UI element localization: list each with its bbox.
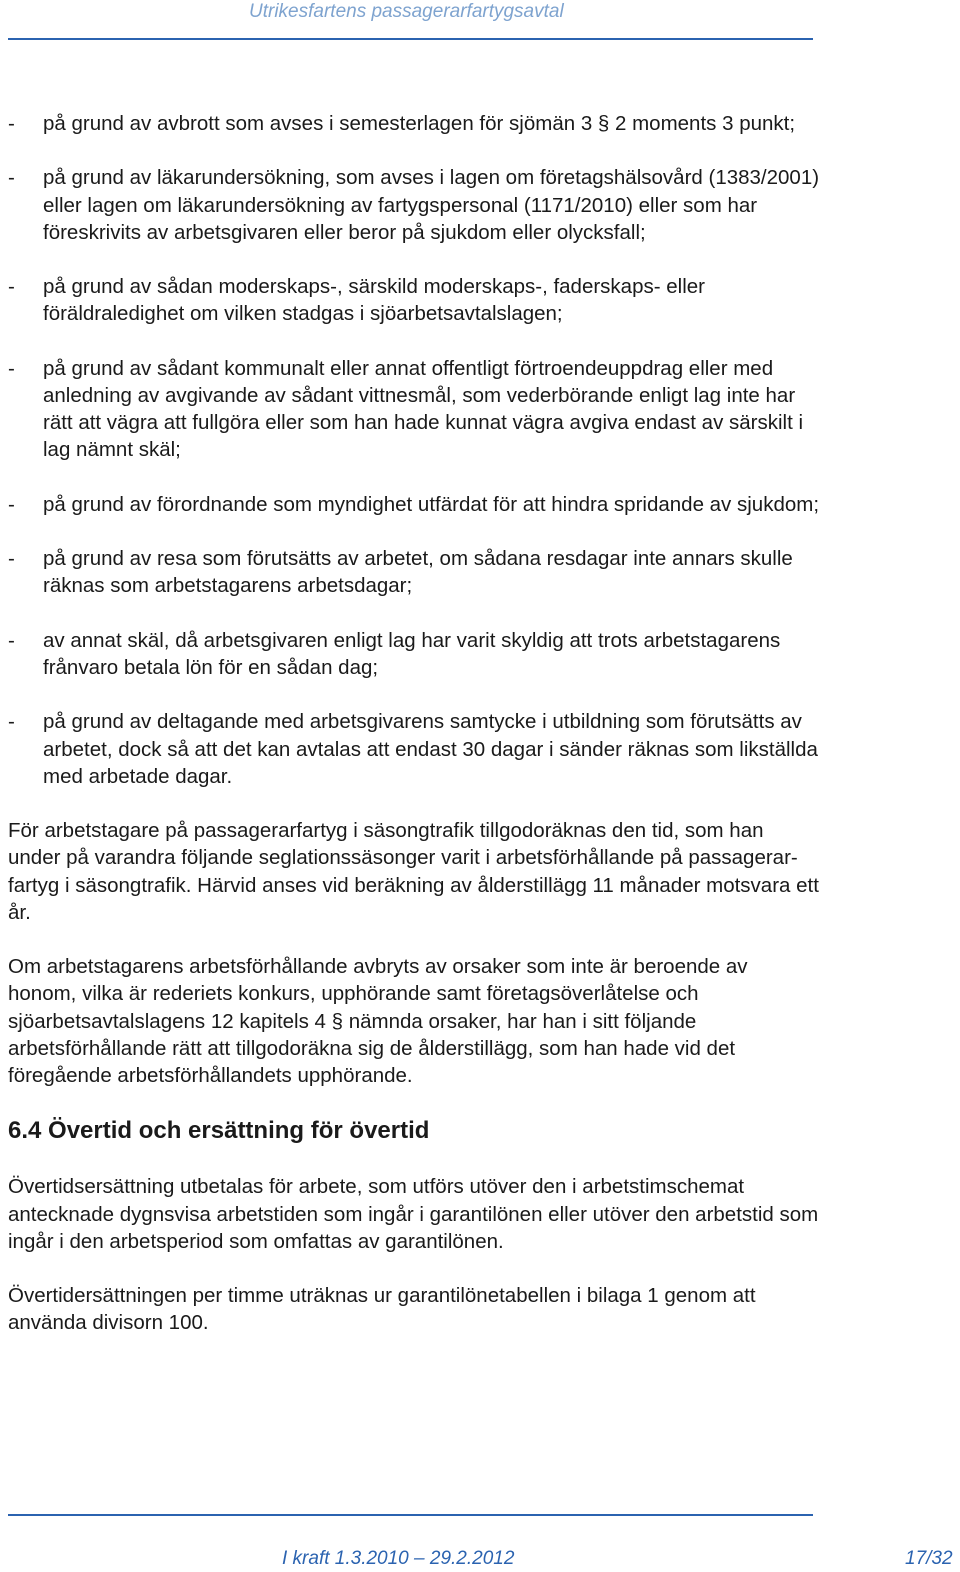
footer-rule xyxy=(8,1514,813,1516)
paragraph: Om arbetstagarens arbetsförhållande avbryts av orsaker som inte är beroende av honom, vilka är rederiets konkurs, upphörande samt företagsöverlåtelse och sjöarbetsavtalslagens 12 kapitels 4 § nämnda orsaker, har han i sitt följande arbetsförhållande rätt att tillgodoräkna sig de ålderstillägg, som han hade vid det föregående arbetsförhållandets upphörande. xyxy=(8,955,748,1087)
list-item: - på grund av läkarundersökning, som avses i lagen om företagshälsovård (1383/2001) eller lagen om läkarundersökning av fartygspersonal (1171/2010) eller som har föreskrivits av arbetsgivaren eller beror på sjukdom eller olycksfall; xyxy=(8,166,820,244)
footer-validity: I kraft 1.3.2010 – 29.2.2012 xyxy=(282,1548,515,1569)
list-item: - på grund av deltagande med arbetsgivarens samtycke i utbildning som förutsätts av arbetet, dock så att det kan avtalas att endast 30 dagar i sänder räknas som likställda med arbetade dagar. xyxy=(8,710,818,788)
list-item: - på grund av resa som förutsätts av arbetet, om sådana resdagar inte annars skulle räknas som arbetstagarens arbetsdagar; xyxy=(8,547,793,598)
list-item: - av annat skäl, då arbetsgivaren enligt lag har varit skyldig att trots arbetstagarens frånvaro betala lön för en sådan dag; xyxy=(8,628,781,679)
page-number: 17/32 xyxy=(905,1548,953,1569)
running-header: Utrikesfartens passagerarfartygsavtal xyxy=(249,1,564,22)
section-heading: 6.4 Övertid och ersättning för övertid xyxy=(8,1117,430,1145)
list-item: - på grund av sådan moderskaps-, särskild moderskaps-, faderskaps- eller föräldraledighet om vilken stadgas i sjöarbetsavtalslagen; xyxy=(8,275,705,326)
list-item: - på grund av förordnande som myndighet utfärdat för att hindra spridande av sjukdom; xyxy=(8,492,820,516)
page-body xyxy=(8,110,820,1364)
paragraph: För arbetstagare på passagerarfartyg i säsongtrafik tillgodoräknas den tid, som han under på varandra följande seglationssäsonger varit i arbetsförhållande på passagerar-fartyg i säsongtrafik. Härvid anses vid beräkning av ålderstillägg 11 månader motsvara ett år. xyxy=(8,819,819,924)
header-rule xyxy=(8,38,813,40)
list-item: - på grund av avbrott som avses i semesterlagen för sjömän 3 § 2 moments 3 punkt; xyxy=(8,112,796,135)
paragraph: Övertidsersättning utbetalas för arbete, som utförs utöver den i arbetstimschemat antecknade dygnsvisa arbetstiden som ingår i garantilönen eller utöver den arbetstid som ingår i den arbetsperiod som omfattas av garantilönen. xyxy=(8,1175,819,1253)
list-item: - på grund av sådant kommunalt eller annat offentligt förtroendeuppdrag eller med anledning av avgivande av sådant vittnesmål, som vederbörande enligt lag inte har rätt att vägra att fullgöra eller som han hade kunnat vägra avgiva endast av särskilt i lag nämnt skäl; xyxy=(8,356,804,462)
paragraph: Övertidersättningen per timme uträknas ur garantilönetabellen i bilaga 1 genom att använda divisorn 100. xyxy=(8,1284,756,1335)
